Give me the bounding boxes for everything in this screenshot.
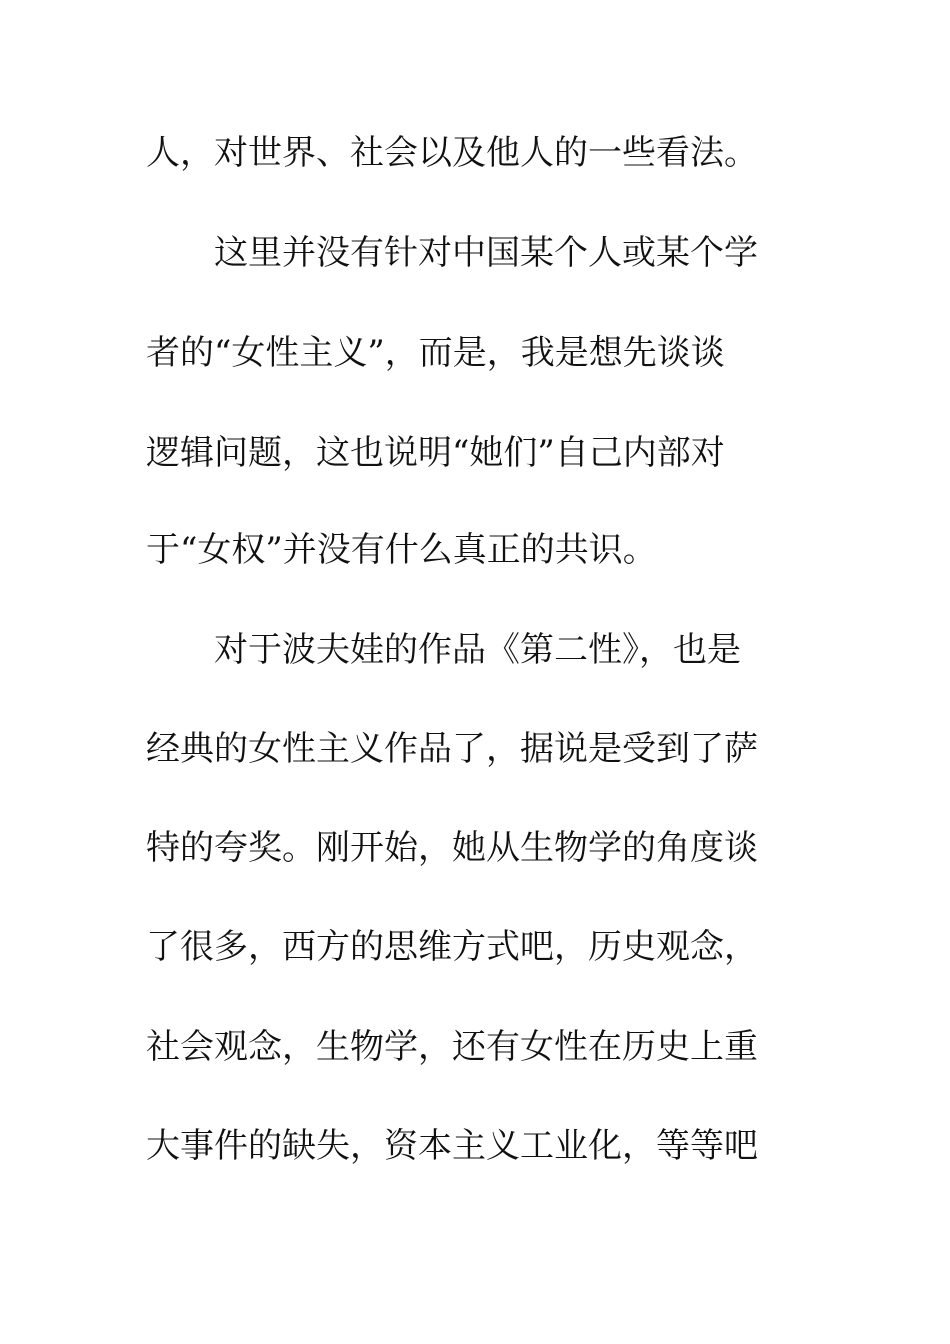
text-line: 逻辑问题，这也说明“她们”自己内部对 (146, 433, 725, 473)
text-line: 者的“女性主义”，而是，我是想先谈谈 (146, 333, 725, 373)
text-line: 了很多，西方的思维方式吧，历史观念， (146, 927, 758, 967)
text-line: 社会观念，生物学，还有女性在历史上重 (146, 1027, 758, 1067)
paragraph-start-line: 对于波夫娃的作品《第二性》，也是 (214, 630, 741, 670)
text-line: 大事件的缺失，资本主义工业化，等等吧 (146, 1126, 758, 1166)
text-line: 经典的女性主义作品了，据说是受到了萨 (146, 729, 758, 769)
text-line: 人，对世界、社会以及他人的一些看法。 (146, 133, 758, 173)
paragraph-start-line: 这里并没有针对中国某个人或某个学 (214, 233, 758, 273)
text-line: 于“女权”并没有什么真正的共识。 (146, 530, 657, 570)
text-line: 特的夸奖。刚开始，她从生物学的角度谈 (146, 828, 758, 868)
